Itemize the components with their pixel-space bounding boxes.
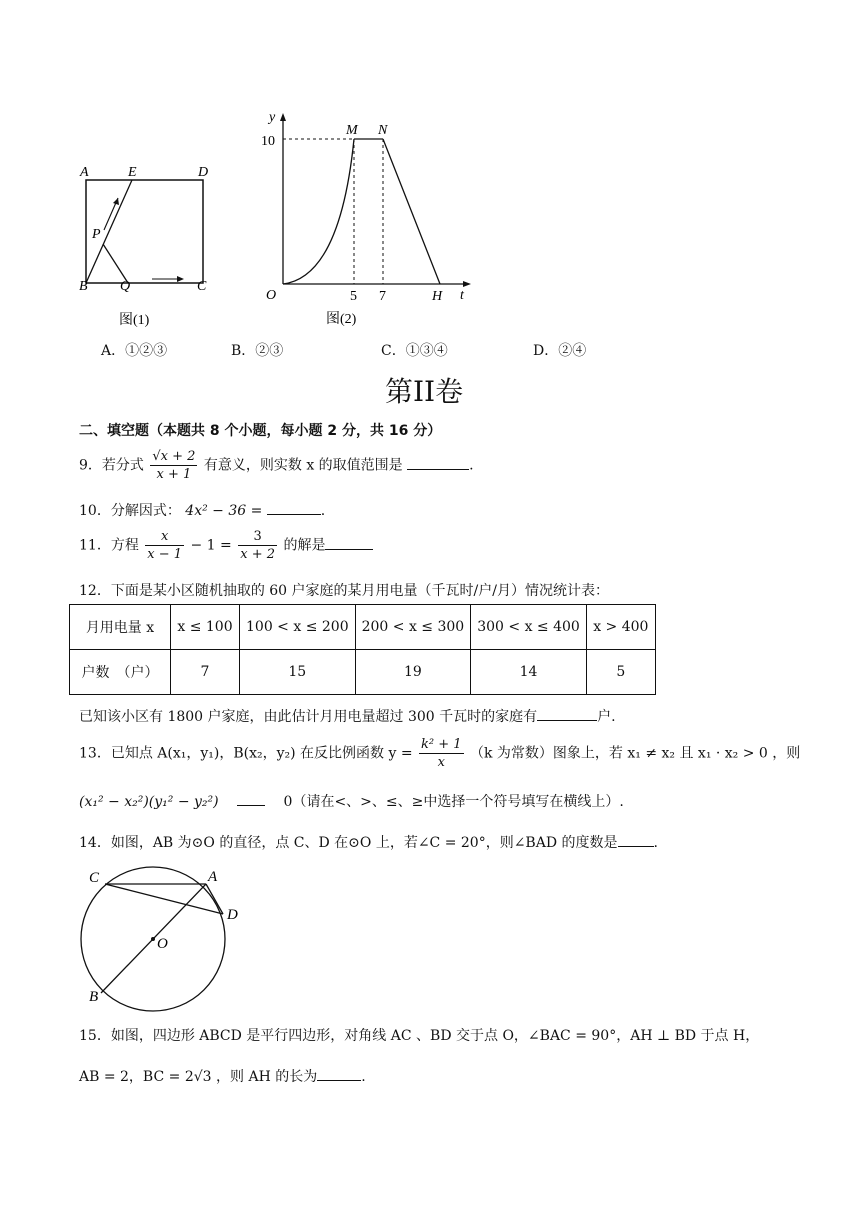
- stat-table: [69, 604, 656, 695]
- q9-suffix: 有意义，则实数 x 的取值范围是: [203, 457, 403, 474]
- label-P: P: [92, 227, 101, 242]
- table-cell: 7: [171, 650, 240, 695]
- q13-expression: (x₁² − x₂²)(y₁² − y₂²): [79, 794, 219, 810]
- figure-2-caption: 图(2): [326, 312, 357, 327]
- q13-answer-blank[interactable]: [237, 793, 265, 806]
- q12-after-suffix: 户.: [597, 709, 616, 725]
- label-B: B: [79, 279, 88, 294]
- q11-suffix: 的解是: [283, 537, 326, 554]
- figure-1-caption: 图(1): [119, 313, 150, 328]
- q13-text-b: （k 为常数）图象上，若 x₁ ≠ x₂ 且 x₁ · x₂ > 0 ，则: [470, 745, 801, 762]
- q13-numerator: k² + 1: [421, 737, 462, 752]
- label-C: C: [197, 279, 207, 294]
- question-12-followup: [79, 706, 616, 726]
- q11-f1-denominator: x − 1: [147, 547, 183, 562]
- stat-table-wrap: [69, 604, 656, 695]
- circle-label-O: O: [157, 936, 168, 952]
- label-D: D: [198, 165, 209, 180]
- q13-instruction: 0（请在<、>、≤、≥中选择一个符号填写在横线上）.: [283, 794, 624, 810]
- question-10: [79, 500, 325, 520]
- q11-f2-numerator: 3: [238, 528, 277, 546]
- q9-prefix: 9．若分式: [79, 457, 144, 474]
- table-cell: 300 < x ≤ 400: [471, 605, 587, 650]
- q11-f2-denominator: x + 2: [240, 547, 275, 562]
- table-cell: 200 < x ≤ 300: [355, 605, 471, 650]
- q11-middle: − 1 =: [190, 537, 232, 554]
- q14-text: 14．如图，AB 为⊙O 的直径，点 C、D 在⊙O 上，若∠C = 20°，则∠BAD 的度数是: [79, 835, 618, 851]
- figure-2-graph: [250, 105, 480, 337]
- q10-expression: 4x² − 36 =: [185, 503, 263, 519]
- label-E: E: [128, 165, 137, 180]
- circle-label-B: B: [89, 989, 99, 1005]
- tick-5: 5: [350, 289, 357, 304]
- q10-prefix: 10．分解因式：: [79, 503, 181, 519]
- q11-prefix: 11．方程: [79, 537, 139, 554]
- q9-fraction: [150, 448, 197, 483]
- q15-end: .: [361, 1069, 366, 1085]
- part2-heading: 二、填空题（本题共 8 个小题，每小题 2 分，共 16 分）: [79, 423, 442, 439]
- q14-answer-blank[interactable]: [618, 834, 654, 847]
- table-cell: 15: [240, 650, 356, 695]
- question-12-text: 12．下面是某小区随机抽取的 60 户家庭的某月用电量（千瓦时/户/月）情况统计表：: [79, 583, 609, 599]
- q9-end: .: [469, 457, 474, 474]
- circle-label-C: C: [89, 870, 100, 886]
- axis-t-label: t: [460, 288, 464, 303]
- q11-fraction-1: [145, 528, 184, 563]
- q14-end: .: [653, 835, 658, 851]
- option-a: A．①②③: [101, 343, 168, 359]
- q11-answer-blank[interactable]: [325, 537, 373, 550]
- point-H: H: [432, 289, 443, 304]
- q10-end: .: [320, 503, 326, 519]
- table-cell: 户数 （户）: [70, 650, 171, 695]
- question-9: [79, 448, 474, 483]
- tick-10: 10: [261, 134, 275, 149]
- table-cell: x ≤ 100: [171, 605, 240, 650]
- table-cell: 月用电量 x: [70, 605, 171, 650]
- circle-label-A: A: [208, 869, 218, 885]
- axis-y-label: y: [269, 110, 276, 125]
- option-d: D．②④: [533, 343, 587, 359]
- origin-label: O: [266, 288, 277, 303]
- q9-answer-blank[interactable]: [407, 457, 469, 470]
- section-title: 第II卷: [385, 375, 464, 408]
- q13-text-a: 13．已知点 A(x₁，y₁)，B(x₂，y₂) 在反比例函数 y =: [79, 745, 413, 762]
- table-cell: 5: [586, 650, 655, 695]
- point-N: N: [378, 123, 388, 138]
- q11-f1-numerator: x: [145, 528, 184, 546]
- q9-denominator: x + 1: [156, 467, 192, 482]
- q11-fraction-2: [238, 528, 277, 563]
- q12-answer-blank[interactable]: [537, 708, 597, 721]
- circle-label-D: D: [227, 907, 238, 923]
- q15-line2-text: AB = 2，BC = 2√3 ，则 AH 的长为: [79, 1069, 318, 1085]
- figure-3-circle: [75, 862, 255, 1012]
- option-c: C．①③④: [381, 343, 448, 359]
- table-cell: x > 400: [586, 605, 655, 650]
- table-header-row: [70, 605, 656, 650]
- table-cell: 100 < x ≤ 200: [240, 605, 356, 650]
- option-b: B．②③: [231, 343, 284, 359]
- question-15-line2: [79, 1066, 366, 1086]
- label-A: A: [80, 165, 89, 180]
- question-15-line1: 15．如图，四边形 ABCD 是平行四边形，对角线 AC 、BD 交于点 O，∠BAC = 90°，AH ⊥ BD 于点 H，: [79, 1028, 760, 1044]
- q13-denominator: x: [437, 755, 445, 770]
- table-cell: 14: [471, 650, 587, 695]
- table-cell: 19: [355, 650, 471, 695]
- tick-7: 7: [379, 289, 386, 304]
- question-13-line1: [79, 736, 800, 771]
- table-row: [70, 650, 656, 695]
- figure-1-rectangle: [70, 158, 220, 338]
- q15-answer-blank[interactable]: [317, 1068, 361, 1081]
- question-13-line2: [79, 791, 624, 811]
- q13-fraction: [419, 736, 464, 771]
- point-M: M: [346, 123, 358, 138]
- q12-after-prefix: 已知该小区有 1800 户家庭，由此估计月用电量超过 300 千瓦时的家庭有: [79, 709, 538, 725]
- question-11: [79, 528, 373, 563]
- q9-numerator: √x + 2: [152, 449, 196, 464]
- label-Q: Q: [120, 279, 131, 294]
- q10-answer-blank[interactable]: [267, 502, 321, 515]
- question-14: [79, 832, 658, 852]
